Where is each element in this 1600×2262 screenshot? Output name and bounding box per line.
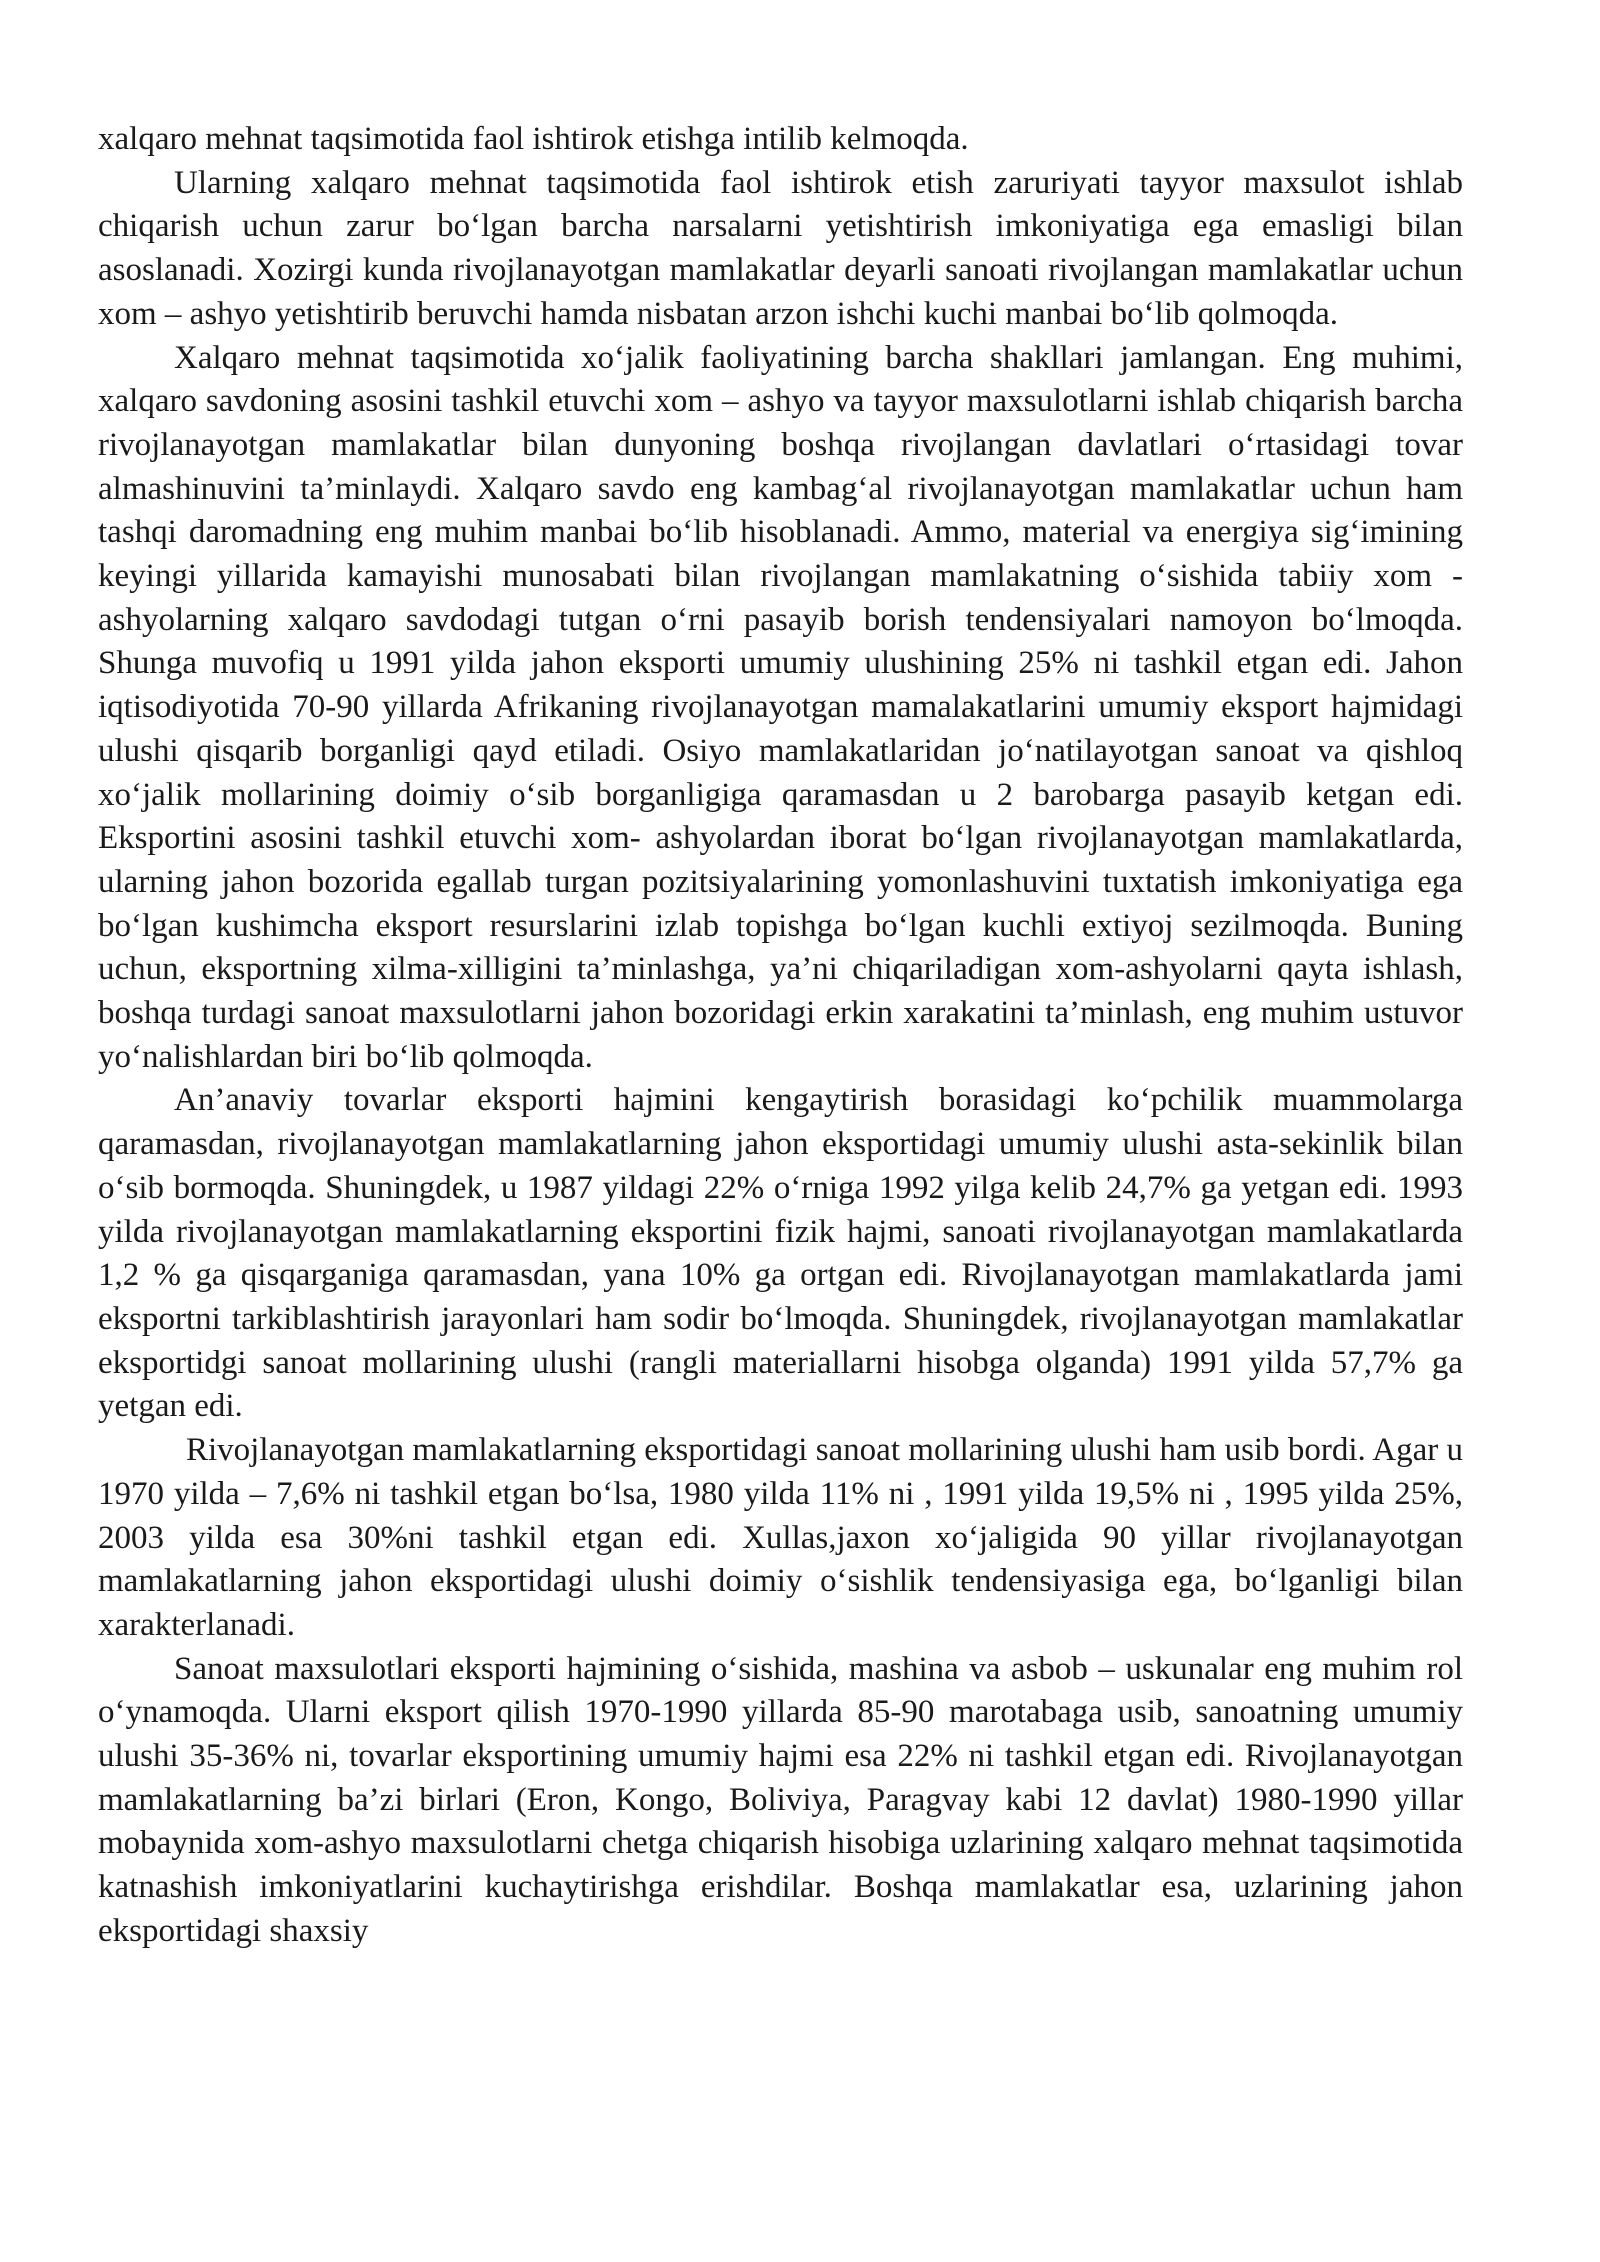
paragraph-3: An’anaviy tovarlar eksporti hajmini kengaytirish borasidagi ko‘pchilik muammolarga qaramasdan, rivojlanayotgan mamlakatlarning jahon eksportidagi umumiy ulushi asta-sekinlik bilan o‘sib bormoqda. Shuningdek, u 1987 yildagi 22% o‘rniga 1992 yilga kelib 24,7% ga yetgan edi. 1993 yilda rivojlanayotgan mamlakatlarning eksportini fizik hajmi, sanoati rivojlanayotgan mamlakatlarda 1,2 % ga qisqarganiga qaramasdan, yana 10% ga ortgan edi. Rivojlanayotgan mamlakatlarda jami eksportni tarkiblashtirish jarayonlari ham sodir bo‘lmoqda. Shuningdek, rivojlanayotgan mamlakatlar eksportidgi sanoat mollarining ulushi (rangli materiallarni hisobga olganda) 1991 yilda 57,7% ga yetgan edi.: [98, 1082, 1463, 1425]
paragraph-2: Xalqaro mehnat taqsimotida xo‘jalik faoliyatining barcha shakllari jamlangan. Eng muhimi, xalqaro savdoning asosini tashkil etuvchi xom – ashyo va tayyor maxsulotlarni ishlab chiqarish barcha rivojlanayotgan mamlakatlar bilan dunyoning boshqa rivojlangan davlatlari o‘rtasidagi tovar almashinuvini ta’minlaydi. Xalqaro savdo eng kambag‘al rivojlanayotgan mamlakatlar uchun ham tashqi daromadning eng muhim manbai bo‘lib hisoblanadi. Ammo, material va energiya sig‘imining keyingi yillarida kamayishi munosabati bilan rivojlangan mamlakatning o‘sishida tabiiy xom - ashyolarning xalqaro savdodagi tutgan o‘rni pasayib borish tendensiyalari namoyon bo‘lmoqda. Shunga muvofiq u 1991 yilda jahon eksporti umumiy ulushining 25% ni tashkil etgan edi. Jahon iqtisodiyotida 70-90 yillarda Afrikaning rivojlanayotgan mamalakatlarini umumiy eksport hajmidagi ulushi qisqarib borganligi qayd etiladi. Osiyo mamlakatlaridan jo‘natilayotgan sanoat va qishloq xo‘jalik mollarining doimiy o‘sib borganligiga qaramasdan u 2 barobarga pasayib ketgan edi. Eksportini asosini tashkil etuvchi xom- ashyolardan iborat bo‘lgan rivojlanayotgan mamlakatlarda, ularning jahon bozorida egallab turgan pozitsiyalarining yomonlashuvini tuxtatish imkoniyatiga ega bo‘lgan kushimcha eksport resurslarini izlab topishga bo‘lgan kuchli extiyoj sezilmoqda. Buning uchun, eksportning xilma-xilligini ta’minlashga, ya’ni chiqariladigan xom-ashyolarni qayta ishlash, boshqa turdagi sanoat maxsulotlarni jahon bozoridagi erkin xarakatini ta’minlash, eng muhim ustuvor yo‘nalishlardan biri bo‘lib qolmoqda.: [98, 339, 1463, 1075]
paragraph-4: Rivojlanayotgan mamlakatlarning eksportidagi sanoat mollarining ulushi ham usib bordi. Agar u 1970 yilda – 7,6% ni tashkil etgan bo‘lsa, 1980 yilda 11% ni , 1991 yilda 19,5% ni , 1995 yilda 25%, 2003 yilda esa 30%ni tashkil etgan edi. Xullas,jaxon xo‘jaligida 90 yillar rivojlanayotgan mamlakatlarning jahon eksportidagi ulushi doimiy o‘sishlik tendensiyasiga ega, bo‘lganligi bilan xarakterlanadi.: [98, 1432, 1463, 1643]
paragraph-continuation: xalqaro mehnat taqsimotida faol ishtirok etishga intilib kelmoqda.: [98, 121, 969, 157]
paragraph-5: Sanoat maxsulotlari eksporti hajmining o‘sishida, mashina va asbob – uskunalar eng muhim rol o‘ynamoqda. Ularni eksport qilish 1970-1990 yillarda 85-90 marotabaga usib, sanoatning umumiy ulushi 35-36% ni, tovarlar eksportining umumiy hajmi esa 22% ni tashkil etgan edi. Rivojlanayotgan mamlakatlarning ba’zi birlari (Eron, Kongo, Boliviya, Paragvay kabi 12 davlat) 1980-1990 yillar mobaynida xom-ashyo maxsulotlarni chetga chiqarish hisobiga uzlarining xalqaro mehnat taqsimotida katnashish imkoniyatlarini kuchaytirishga erishdilar. Boshqa mamlakatlar esa, uzlarining jahon eksportidagi shaxsiy: [98, 1650, 1463, 1949]
paragraph-1: Ularning xalqaro mehnat taqsimotida faol ishtirok etish zaruriyati tayyor maxsulot ishlab chiqarish uchun zarur bo‘lgan barcha narsalarni yetishtirish imkoniyatiga ega emasligi bilan asoslanadi. Xozirgi kunda rivojlanayotgan mamlakatlar deyarli sanoati rivojlangan mamlakatlar uchun xom – ashyo yetishtirib beruvchi hamda nisbatan arzon ishchi kuchi manbai bo‘lib qolmoqda.: [98, 164, 1463, 332]
document-page: [98, 118, 1463, 1954]
